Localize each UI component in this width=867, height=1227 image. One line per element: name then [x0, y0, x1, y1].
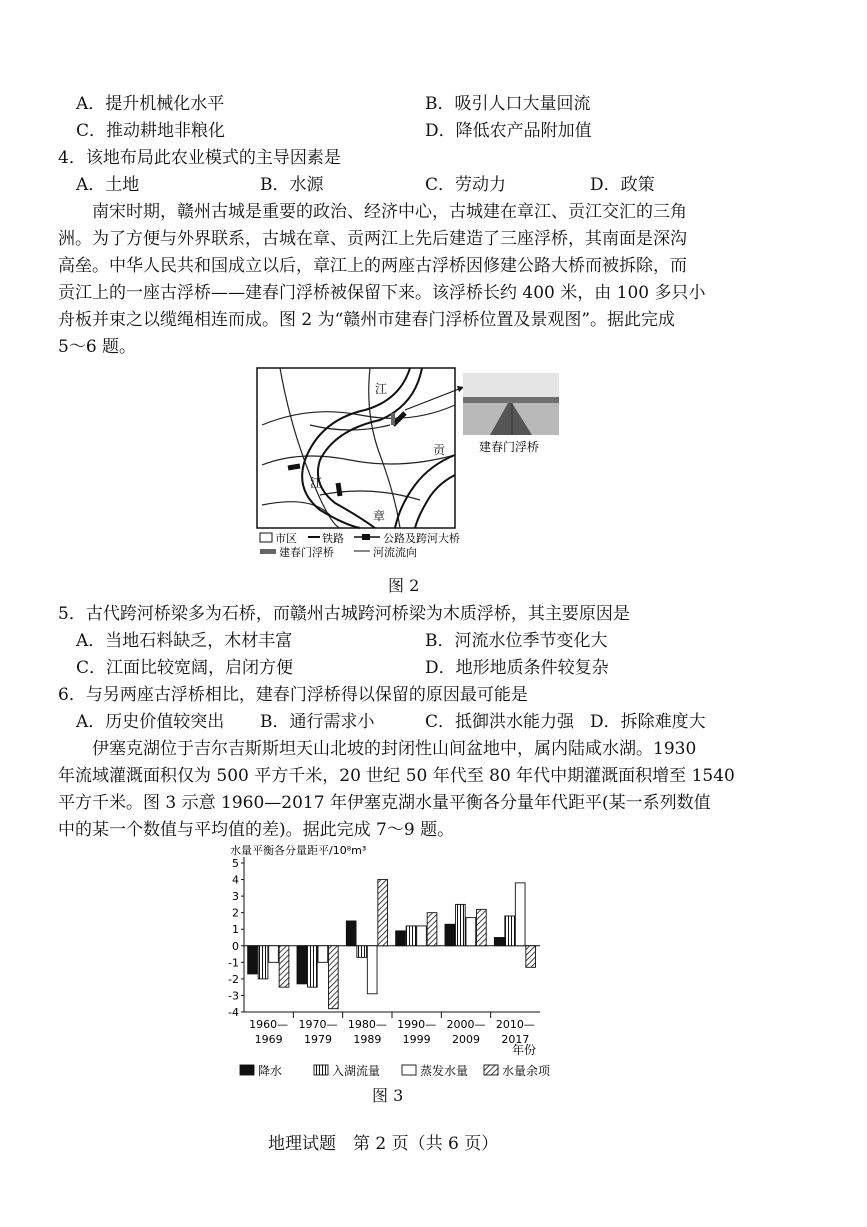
bar-evaporation-2	[367, 946, 377, 994]
chart-ylabel: 水量平衡各分量距平/10⁸m³	[230, 844, 367, 857]
q5-option-b: B．河流水位季节变化大	[425, 631, 608, 651]
legend-swatch-inflow	[314, 1065, 328, 1075]
chart-legend	[240, 1063, 551, 1078]
figure3-chart	[222, 840, 567, 1085]
bar-inflow-1	[308, 946, 318, 987]
bar-residual-0	[279, 946, 289, 987]
q5-option-a: A．当地石料缺乏，木材丰富	[76, 631, 293, 651]
chart-bars	[248, 880, 536, 1009]
map-label-jiang1: 江	[375, 382, 388, 396]
chart-x-label-bottom: 1969	[254, 1033, 283, 1046]
legend-bridge-icon	[362, 534, 370, 540]
passage2-line5: 舟板并束之以缆绳相连而成。图 2 为“赣州市建春门浮桥位置及景观图”。据此完成	[58, 310, 676, 330]
chart-x-label-top: 1960—	[249, 1018, 289, 1031]
legend-swatch-precipitation	[240, 1065, 254, 1075]
chart-y-tick-label: -3	[228, 989, 239, 1003]
chart-y-tick-label: 4	[232, 873, 239, 887]
chart-x-label-bottom: 1989	[353, 1033, 382, 1046]
bar-precipitation-2	[346, 921, 356, 946]
chart-xlabel: 年份	[512, 1043, 537, 1057]
bar-precipitation-3	[396, 931, 406, 946]
map-label-zhang: 章	[373, 509, 386, 523]
q3-option-d: D．降低农产品附加值	[425, 121, 592, 141]
passage2-line3: 高垒。中华人民共和国成立以后，章江上的两座古浮桥因修建公路大桥而被拆除，而	[58, 256, 687, 276]
passage3-line2: 年流域灌溉面积仅为 500 平方千米，20 世纪 50 年代至 80 年代中期灌溉面积增至 1540	[58, 766, 735, 786]
legend-city: 市区	[275, 532, 297, 545]
chart-y-tick-label: 1	[232, 923, 239, 937]
legend-label-evaporation: 蒸发水量	[420, 1064, 469, 1078]
figure2-caption: 图 2	[388, 576, 420, 595]
chart-y-tick-label: 0	[232, 939, 239, 953]
chart-y-tick-label: -2	[228, 972, 239, 986]
legend-jianchunmen-icon	[260, 549, 276, 554]
legend-label-precipitation: 降水	[258, 1064, 283, 1078]
q6-option-d: D．拆除难度大	[590, 712, 706, 732]
chart-y-tick-label: -4	[228, 1006, 239, 1019]
bar-residual-2	[378, 880, 388, 946]
q5-stem: 5．古代跨河桥梁多为石桥，而赣州古城跨河桥梁为木质浮桥，其主要原因是	[58, 604, 630, 624]
q3-option-b: B．吸引人口大量回流	[425, 94, 591, 114]
page-footer: 地理试题 第 2 页（共 6 页）	[268, 1134, 499, 1154]
map-pointer-arrow-icon	[457, 386, 464, 392]
bar-evaporation-5	[515, 883, 525, 946]
bar-inflow-3	[406, 926, 416, 946]
legend-label-inflow: 入湖流量	[332, 1064, 381, 1078]
bar-residual-4	[477, 909, 487, 945]
map-label-gong: 贡	[433, 443, 446, 457]
q5-option-d: D．地形地质条件较复杂	[425, 658, 609, 678]
bar-inflow-2	[357, 946, 367, 958]
passage3-line3: 平方千米。图 3 示意 1960—2017 年伊塞克湖水量平衡各分量年代距平(某一系列数值	[58, 793, 711, 813]
bar-inflow-4	[456, 904, 466, 945]
chart-x-label-top: 1980—	[347, 1018, 387, 1031]
figure2-map	[250, 365, 570, 565]
bar-residual-3	[427, 913, 437, 946]
bar-precipitation-5	[494, 938, 504, 946]
chart-x-label-top: 1990—	[397, 1018, 437, 1031]
passage2-line4: 贡江上的一座古浮桥——建春门浮桥被保留下来。该浮桥长约 400 米，由 100 多只小	[58, 283, 706, 303]
q5-option-c: C．江面比较宽阔，启闭方便	[76, 658, 294, 678]
q4-stem: 4．该地布局此农业模式的主导因素是	[58, 148, 341, 168]
q4-option-c: C．劳动力	[425, 175, 507, 195]
legend-jianchunmen: 建春门浮桥	[279, 546, 334, 559]
figure3-caption: 图 3	[372, 1086, 404, 1105]
q3-option-a: A．提升机械化水平	[76, 94, 225, 114]
passage3-line1: 伊塞克湖位于吉尔吉斯斯坦天山北坡的封闭性山间盆地中，属内陆咸水湖。1930	[92, 739, 697, 759]
bar-inflow-5	[505, 916, 515, 946]
legend-swatch-residual	[484, 1065, 498, 1075]
legend-swatch-evaporation	[402, 1065, 416, 1075]
chart-xlabels	[249, 1012, 535, 1046]
jianchunmen-bridge-mark	[391, 413, 395, 425]
chart-x-label-bottom: 1999	[402, 1033, 431, 1046]
chart-x-label-top: 1970—	[298, 1018, 338, 1031]
passage2-line2: 洲。为了方便与外界联系，古城在章、贡两江上先后建造了三座浮桥，其南面是深沟	[58, 229, 687, 249]
chart-x-label-top: 2010—	[495, 1018, 535, 1031]
bar-evaporation-0	[269, 946, 279, 963]
bar-inflow-0	[258, 946, 268, 979]
chart-x-label-bottom: 2017	[501, 1033, 530, 1046]
q6-option-b: B．通行需求小	[260, 712, 375, 732]
q6-stem: 6．与另两座古浮桥相比，建春门浮桥得以保留的原因最可能是	[58, 685, 528, 705]
chart-y-tick-label: 5	[232, 857, 239, 870]
photo-caption: 建春门浮桥	[479, 440, 540, 454]
chart-x-label-bottom: 2009	[452, 1033, 480, 1046]
q3-option-c: C．推动耕地非粮化	[76, 121, 226, 141]
passage2-line1: 南宋时期，赣州古城是重要的政治、经济中心，古城建在章江、贡江交汇的三角	[92, 202, 687, 222]
bar-precipitation-0	[248, 946, 258, 974]
bar-evaporation-3	[417, 926, 427, 946]
chart-y-tick-label: -1	[228, 956, 239, 970]
legend-label-residual: 水量余项	[502, 1064, 551, 1078]
chart-x-label-bottom: 1979	[304, 1033, 332, 1046]
legend-river: 河流流向	[373, 546, 417, 559]
bar-evaporation-4	[466, 918, 476, 946]
q4-option-a: A．土地	[76, 175, 140, 195]
bar-precipitation-4	[445, 924, 455, 946]
chart-y-tick-label: 3	[232, 890, 239, 904]
bar-evaporation-1	[318, 946, 328, 963]
legend-road: 公路及跨河大桥	[383, 532, 460, 545]
chart-y-tick-label: 2	[232, 906, 239, 920]
map-legend	[260, 531, 460, 559]
q4-option-d: D．政策	[590, 175, 655, 195]
bridge-photo	[463, 373, 559, 435]
bar-residual-5	[526, 946, 536, 968]
q4-option-b: B．水源	[260, 175, 324, 195]
chart-x-label-top: 2000—	[446, 1018, 486, 1031]
passage3-line4: 中的某一个数值与平均值的差)。据此完成 7～9 题。	[58, 820, 455, 840]
passage2-line6: 5～6 题。	[58, 337, 137, 357]
bar-residual-1	[329, 946, 339, 1009]
q6-option-c: C．抵御洪水能力强	[425, 712, 575, 732]
legend-railway: 铁路	[322, 532, 344, 545]
q6-option-a: A．历史价值较突出	[76, 712, 225, 732]
bar-precipitation-1	[297, 946, 307, 984]
map-label-jiang2: 江	[310, 476, 323, 490]
